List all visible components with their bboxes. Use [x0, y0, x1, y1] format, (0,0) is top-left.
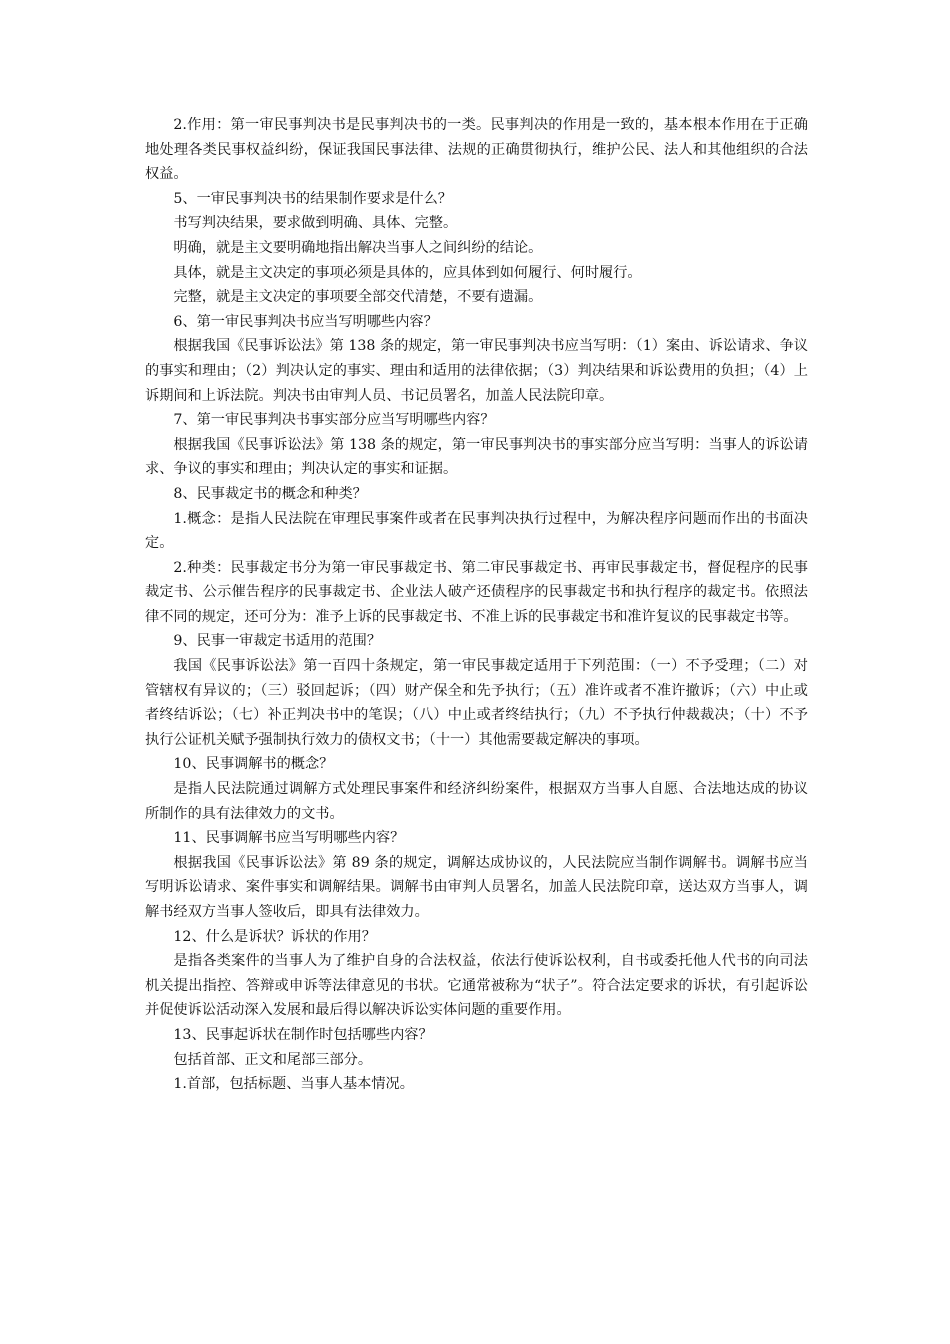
question-11-heading: 11、民事调解书应当写明哪些内容？ [173, 830, 405, 847]
paragraph-mediation-contents: 根据我国《民事诉讼法》第 89 条的规定，调解达成协议的，人民法院应当制作调解书。调解书应当写明诉讼请求、案件事实和调解结果。调解书由审判人员署名，加盖人民法院印章，送达双方当事人，调解书经双方当事人签收后，即具有法律效力。 [145, 854, 808, 920]
question-12-heading: 12、什么是诉状？诉状的作用？ [173, 928, 376, 945]
question-9-heading: 9、民事一审裁定书适用的范围？ [173, 633, 382, 650]
question-7-heading: 7、第一审民事判决书事实部分应当写明哪些内容？ [173, 412, 495, 429]
paragraph-complaint-concept: 是指各类案件的当事人为了维护自身的合法权益，依法行使诉讼权利，自书或委托他人代书的向司法机关提出指控、答辩或申诉等法律意见的书状。它通常被称为“状子”。符合法定要求的诉状，有引起诉讼并促使诉讼活动深入发展和最后得以解决诉讼实体问题的重要作用。 [145, 953, 808, 1019]
paragraph-ruling-scope: 我国《民事诉讼法》第一百四十条规定，第一审民事裁定适用于下列范围：（一）不予受理；（二）对管辖权有异议的；（三）驳回起诉；（四）财产保全和先予执行；（五）准许或者不准许撤诉；（六）中止或者终结诉讼；（七）补正判决书中的笔误；（八）中止或者终结执行；（九）不予执行仲裁裁决；（十）不予执行公证机关赋予强制执行效力的债权文书；（十一）其他需要裁定解决的事项。 [145, 658, 808, 748]
question-5-heading: 5、一审民事判决书的结果制作要求是什么？ [173, 190, 452, 207]
paragraph-completeness: 完整，就是主文决定的事项要全部交代清楚，不要有遗漏。 [173, 289, 543, 306]
paragraph-ruling-concept: 1.概念：是指人民法院在审理民事案件或者在民事判决执行过程中，为解决程序问题而作出的书面决定。 [145, 510, 808, 552]
question-13-heading: 13、民事起诉状在制作时包括哪些内容？ [173, 1026, 433, 1043]
question-8-heading: 8、民事裁定书的概念和种类？ [173, 485, 367, 502]
paragraph-mediation-concept: 是指人民法院通过调解方式处理民事案件和经济纠纷案件，根据双方当事人自愿、合法地达成的协议所制作的具有法律效力的文书。 [145, 781, 808, 822]
paragraph-complaint-header: 1.首部，包括标题、当事人基本情况。 [173, 1076, 414, 1093]
paragraph-judgment-contents: 根据我国《民事诉讼法》第 138 条的规定，第一审民事判决书应当写明：（1）案由、诉讼请求、争议的事实和理由；（2）判决认定的事实、理由和适用的法律依据；（3）判决结果和诉讼费用的负担；（4）上诉期间和上诉法院。判决书由审判人员、书记员署名，加盖人民法院印章。 [145, 338, 808, 404]
paragraph-complaint-parts: 包括首部、正文和尾部三部分。 [173, 1051, 373, 1068]
paragraph-specificity: 具体，就是主文决定的事项必须是具体的，应具体到如何履行、何时履行。 [173, 264, 642, 281]
paragraph-clarity: 明确，就是主文要明确地指出解决当事人之间纠纷的结论。 [173, 239, 543, 256]
document-body [145, 113, 808, 1097]
question-10-heading: 10、民事调解书的概念？ [173, 756, 334, 773]
paragraph-role-of-judgment: 2.作用：第一审民事判决书是民事判决书的一类。民事判决的作用是一致的，基本根本作用在于正确地处理各类民事权益纠纷，保证我国民事法律、法规的正确贯彻执行，维护公民、法人和其他组织的合法权益。 [145, 117, 808, 183]
question-6-heading: 6、第一审民事判决书应当写明哪些内容？ [173, 313, 438, 330]
paragraph-facts-section: 根据我国《民事诉讼法》第 138 条的规定，第一审民事判决书的事实部分应当写明：当事人的诉讼请求、争议的事实和理由；判决认定的事实和证据。 [145, 436, 808, 478]
paragraph-ruling-types: 2.种类：民事裁定书分为第一审民事裁定书、第二审民事裁定书、再审民事裁定书，督促程序的民事裁定书、公示催告程序的民事裁定书、企业法人破产还债程序的民事裁定书和执行程序的裁定书。依照法律不同的规定，还可分为：准予上诉的民事裁定书、不准上诉的民事裁定书和准许复议的民事裁定书等。 [145, 559, 808, 625]
paragraph-result-requirements: 书写判决结果，要求做到明确、具体、完整。 [173, 215, 458, 232]
